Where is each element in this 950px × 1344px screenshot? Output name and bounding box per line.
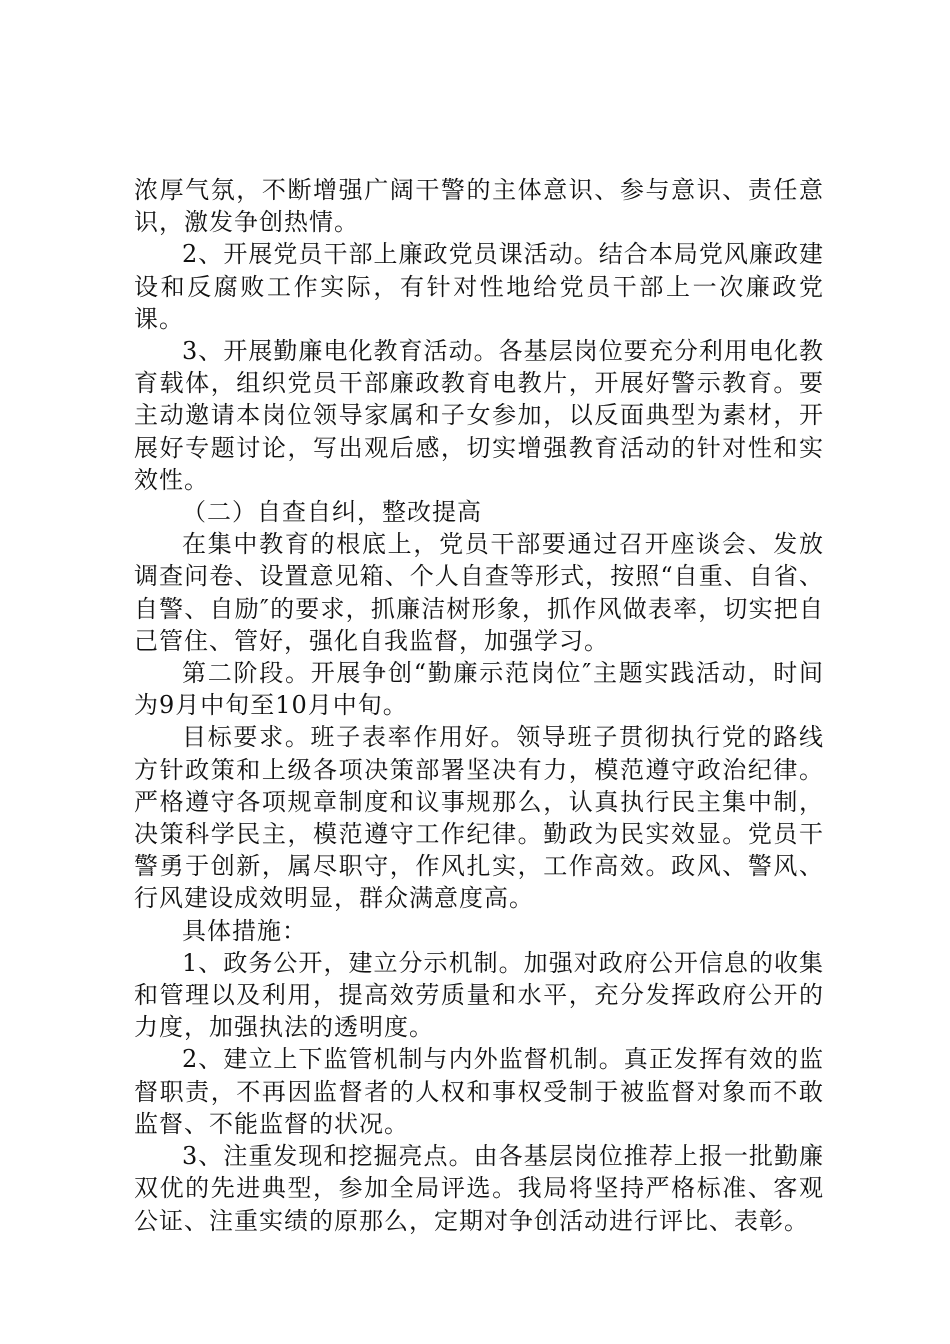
section-heading: （二）自查自纠，整改提高 xyxy=(182,498,482,527)
paragraph-5: 在集中教育的根底上，党员干部要通过召开座谈会、发放调查问卷、设置意见箱、个人自查等形式，按照“自重、自省、自警、自励″的要求，抓廉洁树形象，抓作风做表率，切实把自己管住、管好，强化自我监督，加强学习。 xyxy=(134,530,824,655)
paragraph-1: 浓厚气氛，不断增强广阔干警的主体意识、参与意识、责任意识，激发争创热情。 xyxy=(134,176,824,237)
paragraph-3: 3、开展勤廉电化教育活动。各基层岗位要充分利用电化教育载体，组织党员干部廉政教育电教片，开展好警示教育。要主动邀请本岗位领导家属和子女参加，以反面典型为素材，开展好专题讨论，写出观后感，切实增强教育活动的针对性和实效性。 xyxy=(134,337,824,494)
paragraph-7: 目标要求。班子表率作用好。领导班子贯彻执行党的路线方针政策和上级各项决策部署坚决有力，模范遵守政治纪律。严格遵守各项规章制度和议事规那么，认真执行民主集中制，决策科学民主，模范遵守工作纪律。勤政为民实效显。党员干警勇于创新，属尽职守，作风扎实，工作高效。政风、警风、行风建设成效明显，群众满意度高。 xyxy=(134,723,824,913)
paragraph-10: 2、建立上下监管机制与内外监督机制。真正发挥有效的监督职责，不再因监督者的人权和事权受制于被监督对象而不敢监督、不能监督的状况。 xyxy=(134,1045,824,1138)
document-body xyxy=(134,174,824,1237)
paragraph-11: 3、注重发现和挖掘亮点。由各基层岗位推荐上报一批勤廉双优的先进典型，参加全局评选。我局将坚持严格标准、客观公证、注重实绩的原那么，定期对争创活动进行评比、表彰。 xyxy=(134,1142,824,1235)
paragraph-9: 1、政务公开，建立分示机制。加强对政府公开信息的收集和管理以及利用，提高效劳质量和水平，充分发挥政府公开的力度，加强执法的透明度。 xyxy=(134,948,824,1042)
paragraph-2: 2、开展党员干部上廉政党员课活动。结合本局党风廉政建设和反腐败工作实际，有针对性地给党员干部上一次廉政党课。 xyxy=(134,240,824,333)
paragraph-8: 具体措施： xyxy=(182,916,307,945)
paragraph-6: 第二阶段。开展争创“勤廉示范岗位″主题实践活动，时间为9月中旬至10月中旬。 xyxy=(134,659,824,720)
